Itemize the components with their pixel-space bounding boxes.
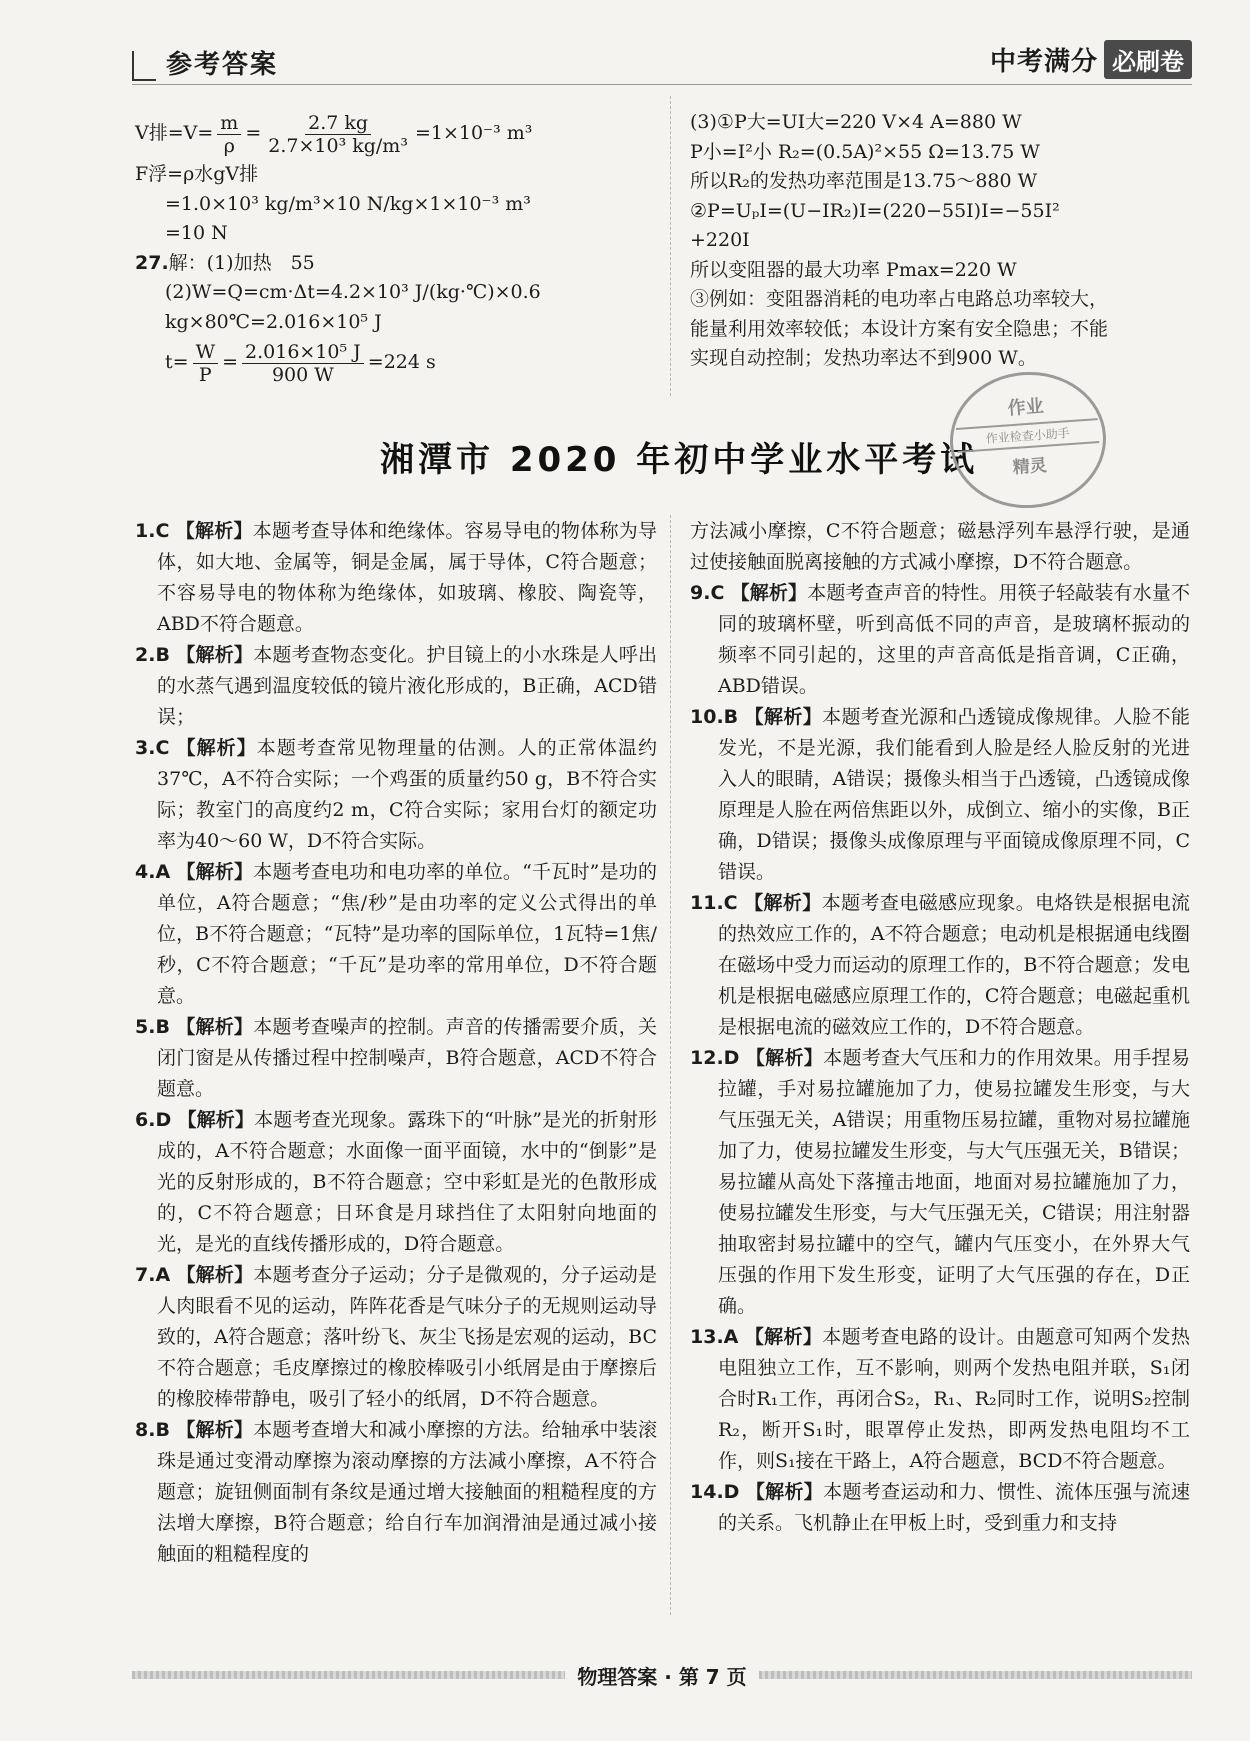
analysis-tag: 【解析】 — [177, 1109, 255, 1131]
fraction-w-p — [193, 341, 219, 386]
power-range-line: 所以R₂的发热功率范围是13.75～880 W — [690, 170, 1038, 192]
answer-item — [135, 1415, 657, 1570]
analysis-text: 本题考查物态变化。护目镜上的小水珠是人呼出的水蒸气遇到温度较低的镜片液化形成的，B正确，ACD错误； — [157, 644, 657, 728]
analysis-tag: 【解析】 — [176, 861, 254, 883]
answer-choice: B — [155, 644, 170, 666]
fraction-numerator: 2.7 kg — [305, 112, 371, 135]
answer-item — [135, 857, 657, 1012]
exam-title: 湘潭市 2020 年初中学业水平考试 — [380, 440, 979, 480]
fraction-denominator: ρ — [223, 134, 235, 157]
power-expression-line: ②P=UₚI=(U−IR₂)I=(220−55I)I=−55I² — [690, 199, 1060, 222]
page-footer — [132, 1660, 1192, 1690]
question-number: 1. — [135, 520, 156, 542]
equals-sign: = — [222, 351, 239, 374]
answer-item — [690, 1043, 1190, 1322]
analysis-text: 本题考查增大和减小摩擦的方法。给轴承中装滚珠是通过变滑动摩擦为滚动摩擦的方法减小摩擦，A不符合题意；旋钮侧面制有条纹是通过增大接触面的粗糙程度的方法增大摩擦，B符合题意；给自行车加润滑油是通过减小接触面的粗糙程度的 — [157, 1419, 657, 1565]
analysis-text: 本题考查导体和绝缘体。容易导电的物体称为导体，如大地、金属等，铜是金属，属于导体，C符合题意；不容易导电的物体称为绝缘体，如玻璃、橡胶、陶瓷等，ABD不符合题意。 — [157, 520, 657, 635]
answer-choice: D — [155, 1109, 172, 1131]
analysis-text: 本题考查光源和凸透镜成像规律。人脸不能发光，不是光源，我们能看到人脸是经人脸反射的光进入人的眼睛，A错误；摄像头相当于凸透镜，凸透镜成像原理是人脸在两倍焦距以外，成倒立、缩小的实像，B正确，D错误；摄像头成像原理与平面镜成像原理不同，C错误。 — [718, 706, 1190, 883]
question-number: 4. — [135, 861, 156, 883]
analysis-tag: 【解析】 — [730, 582, 808, 604]
answer-item — [135, 1260, 657, 1415]
power-max-line: (3)①P大=UI大=220 V×4 A=880 W — [690, 111, 1022, 133]
footer-bar-right — [759, 1671, 1192, 1679]
formula-result: =224 s — [367, 351, 436, 374]
question-number: 14. — [690, 1481, 724, 1503]
question-number: 27. — [135, 251, 169, 274]
analysis-tag: 【解析】 — [176, 737, 257, 759]
answer-choice: C — [710, 582, 725, 604]
analysis-tag: 【解析】 — [176, 1264, 254, 1286]
answer-choice: A — [155, 861, 171, 883]
analysis-text: 本题考查大气压和力的作用效果。用手捏易拉罐，手对易拉罐施加了力，使易拉罐发生形变，与大气压强无关，A错误；用重物压易拉罐，重物对易拉罐施加了力，使易拉罐发生形变，与大气压强无关，B错误；易拉罐从高处下落撞击地面，地面对易拉罐施加了力，使易拉罐发生形变，与大气压强无关，C错误；用注射器抽取密封易拉罐中的空气，罐内气压变小，在外界大气压强的作用下发生形变，证明了大气压强的存在，D正确。 — [718, 1047, 1190, 1317]
question-number: 9. — [690, 582, 711, 604]
analysis-text: 本题考查电磁感应现象。电烙铁是根据电流的热效应工作的，A不符合题意；电动机是根据通电线圈在磁场中受力而运动的原理工作的，B不符合题意；发电机是根据电磁感应原理工作的，C符合题意；电磁起重机是根据电流的磁效应工作的，D不符合题意。 — [718, 892, 1190, 1038]
top-right-column — [690, 108, 1190, 374]
answer-choice: C — [155, 520, 170, 542]
buoyancy-substitution: =1.0×10³ kg/m³×10 N/kg×1×10⁻³ m³ — [165, 192, 531, 215]
power-expression-cont: +220I — [690, 229, 750, 251]
analysis-text: 本题考查常见物理量的估测。人的正常体温约37℃，A不符合实际；一个鸡蛋的质量约50 g，B不符合实际；教室门的高度约2 m，C符合实际；家用台灯的额定功率为40～60 W，D不符合实际。 — [157, 737, 657, 852]
question-number: 6. — [135, 1109, 156, 1131]
stamp-line1: 作业 — [1007, 395, 1045, 420]
answers-right-column — [690, 516, 1190, 1539]
answer-item — [135, 516, 657, 640]
fraction-numerator: 2.016×10⁵ J — [242, 341, 364, 364]
header-left — [132, 44, 278, 81]
answer-choice: B — [155, 1419, 170, 1441]
analysis-tag: 【解析】 — [744, 1326, 823, 1348]
answer-item — [135, 733, 657, 857]
homework-stamp — [945, 367, 1110, 514]
analysis-text: 本题考查电功和电功率的单位。“千瓦时”是功的单位，A符合题意；“焦/秒”是由功率的定义公式得出的单位，B不符合题意；“瓦特”是功率的国际单位，1瓦特=1焦/秒，C不符合题意；“千瓦”是功率的常用单位，D不符合题意。 — [157, 861, 657, 1007]
equals-sign: = — [245, 122, 262, 145]
answer-item — [135, 1012, 657, 1105]
analysis-text: 本题考查分子运动；分子是微观的，分子运动是人肉眼看不见的运动，阵阵花香是气味分子的无规则运动导致的，A符合题意；落叶纷飞、灰尘飞扬是宏观的运动，BC不符合题意；毛皮摩擦过的橡胶棒吸引小纸屑是由于摩擦后的橡胶棒带静电，吸引了轻小的纸屑，D不符合题意。 — [157, 1264, 657, 1410]
analysis-tag: 【解析】 — [176, 1419, 254, 1441]
fraction-denominator: P — [198, 363, 212, 386]
analysis-tag: 【解析】 — [176, 1016, 254, 1038]
analysis-text: 本题考查光现象。露珠下的“叶脉”是光的折射形成的，A不符合题意；水面像一面平面镜，水中的“倒影”是光的反射形成的，B不符合题意；空中彩虹是光的色散形成的，C不符合题意；日环食是月球挡住了太阳射向地面的光，是光的直线传播形成的，D符合题意。 — [157, 1109, 657, 1255]
question-number: 13. — [690, 1326, 724, 1348]
stamp-line3: 精灵 — [1012, 455, 1048, 479]
answer-item — [135, 1105, 657, 1260]
answer-choice: B — [723, 706, 739, 728]
page-number: 物理答案 · 第 7 页 — [577, 1664, 747, 1689]
series-badge: 必刷卷 — [1104, 40, 1192, 79]
answer-item — [690, 888, 1190, 1043]
analysis-text: 本题考查电路的设计。由题意可知两个发热电阻独立工作，互不影响，则两个发热电阻并联，S₁闭合时R₁工作，再闭合S₂，R₁、R₂同时工作，说明S₂控制R₂，断开S₁时，眼罩停止发热，即两发热电阻均不工作，则S₁接在干路上，A符合题意，BCD不符合题意。 — [718, 1326, 1190, 1472]
answer-continuation: 方法减小摩擦，C不符合题意；磁悬浮列车悬浮行驶，是通过使接触面脱离接触的方式减小摩擦，D不符合题意。 — [690, 520, 1190, 573]
analysis-tag: 【解析】 — [176, 644, 254, 666]
evaluation-line2: 能量利用效率较低；本设计方案有安全隐患；不能 — [690, 317, 1109, 340]
q27-line1 — [135, 249, 670, 279]
answer-choice: C — [155, 737, 170, 759]
analysis-text: 本题考查声音的特性。用筷子轻敲装有水量不同的玻璃杯壁，听到高低不同的声音，是玻璃杯振动的频率不同引起的，这里的声音高低是指音调，C正确，ABD错误。 — [718, 582, 1190, 697]
question-number: 5. — [135, 1016, 156, 1038]
q27-text: 解：(1)加热 55 — [168, 251, 315, 274]
question-number: 8. — [135, 1419, 156, 1441]
answer-item — [690, 578, 1190, 702]
max-power-line: 所以变阻器的最大功率 Pmax=220 W — [690, 258, 1017, 281]
answer-item — [135, 640, 657, 733]
fraction-numerator: W — [193, 341, 219, 364]
buoyancy-formula: F浮=ρ水gV排 — [135, 163, 259, 185]
formula-lhs: V排=V= — [135, 122, 214, 145]
analysis-tag: 【解析】 — [744, 706, 823, 728]
buoyancy-result: =10 N — [165, 222, 228, 244]
formula-lhs: t= — [165, 351, 189, 374]
evaluation-line3: 实现自动控制；发热功率达不到900 W。 — [690, 347, 1037, 369]
question-number: 10. — [690, 706, 724, 728]
column-divider-bottom — [670, 515, 671, 1615]
column-divider-top — [670, 96, 671, 396]
answer-item — [690, 702, 1190, 888]
power-min-line: P小=I²小 R₂=(0.5A)²×55 Ω=13.75 W — [690, 140, 1040, 163]
answer-choice: D — [723, 1481, 740, 1503]
fraction-numerator: m — [217, 112, 241, 135]
fraction-denominator: 2.7×10³ kg/m³ — [268, 134, 408, 157]
analysis-tag: 【解析】 — [175, 520, 253, 542]
answer-choice: D — [723, 1047, 740, 1069]
question-number: 11. — [690, 892, 724, 914]
series-name: 中考满分 — [989, 47, 1098, 77]
analysis-text: 本题考查运动和力、惯性、流体压强与流速的关系。飞机静止在甲板上时，受到重力和支持 — [718, 1481, 1190, 1534]
answer-choice: B — [155, 1016, 170, 1038]
header-right — [990, 40, 1192, 79]
time-formula — [135, 337, 670, 389]
answer-choice: A — [723, 1326, 739, 1348]
analysis-text: 本题考查噪声的控制。声音的传播需要介质，关闭门窗是从传播过程中控制噪声，B符合题意，ACD不符合题意。 — [157, 1016, 657, 1100]
fraction-denominator: 900 W — [271, 363, 334, 386]
top-left-column — [135, 108, 670, 389]
answers-left-column — [135, 516, 657, 1570]
analysis-tag: 【解析】 — [745, 1047, 824, 1069]
fraction-values — [242, 341, 364, 386]
evaluation-line1: ③例如：变阻器消耗的电功率占电路总功率较大， — [690, 288, 1109, 310]
q27-line3: kg×80℃=2.016×10⁵ J — [165, 310, 382, 333]
fraction-values — [265, 112, 411, 157]
answer-choice: A — [155, 1264, 171, 1286]
corner-mark — [132, 51, 156, 81]
fraction-m-rho — [217, 112, 241, 157]
formula-result: =1×10⁻³ m³ — [414, 122, 533, 145]
header-title: 参考答案 — [166, 50, 279, 80]
answer-item — [690, 1477, 1190, 1539]
header-rule — [132, 84, 1192, 85]
stamp-line2: 作业检查小助手 — [956, 418, 1099, 453]
question-number: 12. — [690, 1047, 724, 1069]
analysis-tag: 【解析】 — [744, 892, 822, 914]
question-number: 2. — [135, 644, 156, 666]
footer-bar-left — [132, 1671, 565, 1679]
volume-formula — [135, 108, 670, 160]
question-number: 3. — [135, 737, 156, 759]
analysis-tag: 【解析】 — [745, 1481, 824, 1503]
answer-item — [690, 1322, 1190, 1477]
answer-choice: C — [723, 892, 738, 914]
question-number: 7. — [135, 1264, 156, 1286]
q27-line2: (2)W=Q=cm·Δt=4.2×10³ J/(kg·℃)×0.6 — [165, 281, 541, 303]
